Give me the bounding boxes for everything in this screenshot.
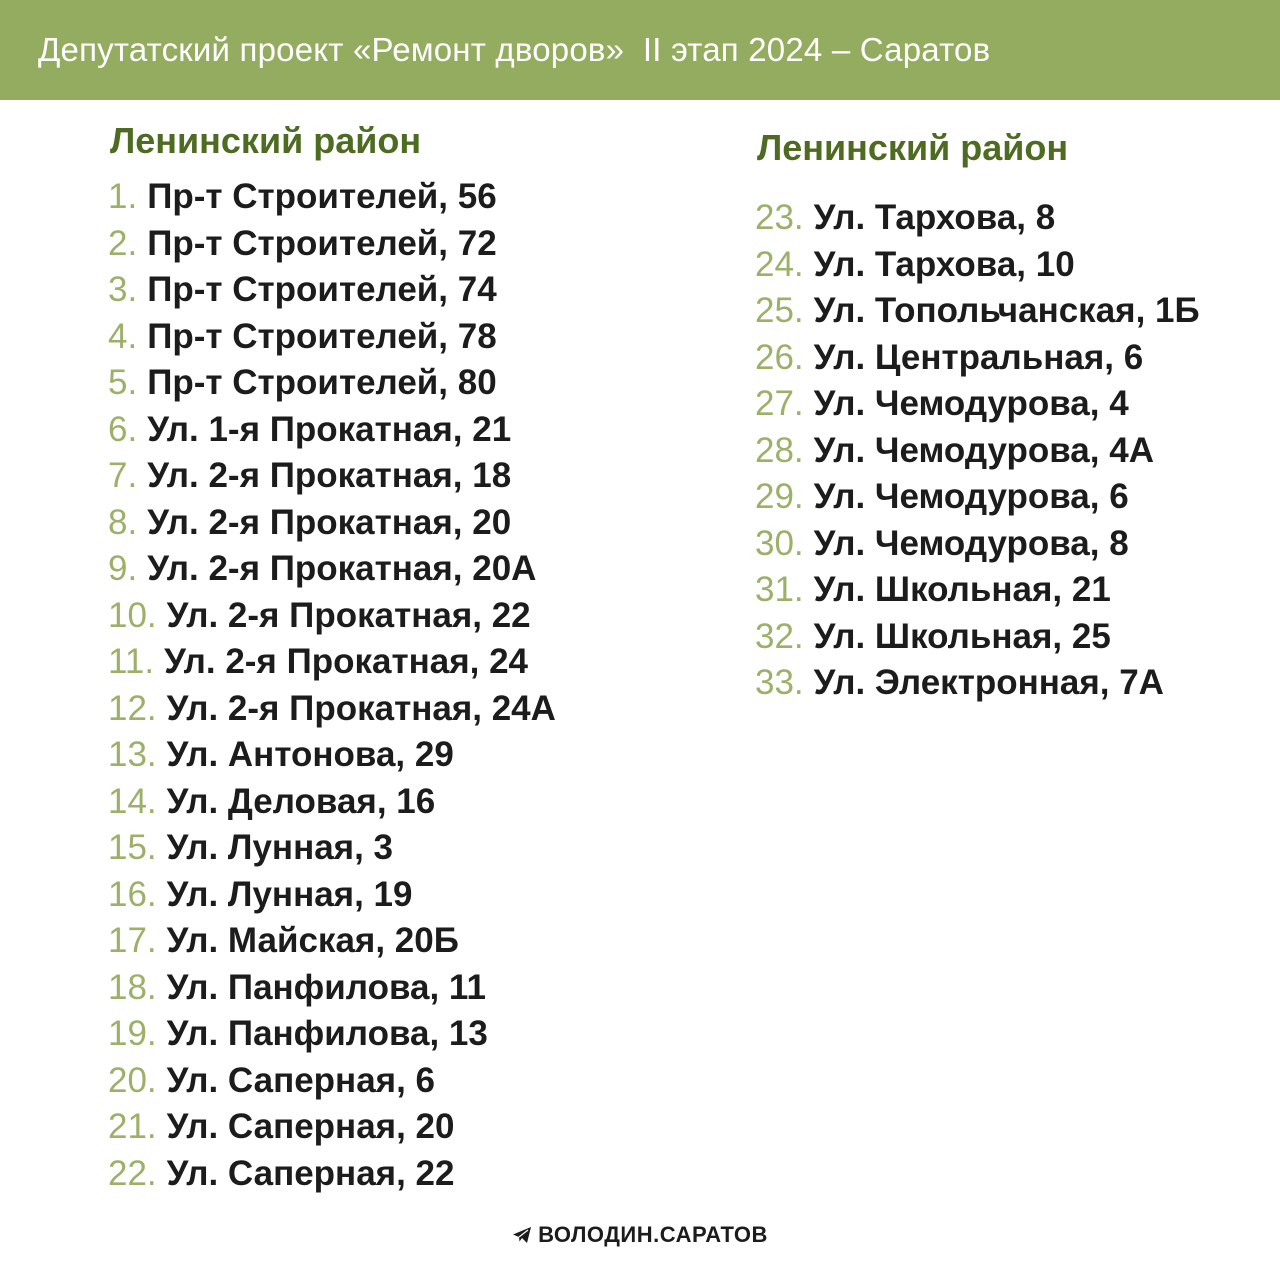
item-address: Ул. Чемодурова, 6: [813, 477, 1129, 516]
list-item: [108, 1104, 556, 1151]
item-number: 24.: [755, 244, 804, 284]
list-item: [108, 500, 556, 547]
list-item: [755, 195, 1200, 242]
item-number: 31.: [755, 570, 804, 609]
item-number: 17.: [108, 921, 157, 960]
address-list: [108, 174, 556, 1197]
item-number: 27.: [755, 384, 804, 423]
item-number: 14.: [108, 781, 157, 821]
item-number: 2.: [108, 223, 138, 263]
item-number: 4.: [108, 316, 138, 356]
header-banner: [0, 0, 1280, 100]
item-number: 32.: [755, 616, 804, 656]
list-item: [755, 474, 1200, 521]
item-number: 10.: [108, 595, 157, 635]
item-number: 12.: [108, 688, 157, 728]
item-address: Ул. 2-я Прокатная, 22: [166, 595, 531, 635]
item-address: Ул. Панфилова, 11: [166, 967, 486, 1007]
item-number: 3.: [108, 270, 138, 309]
item-address: Ул. Тархова, 10: [813, 244, 1075, 284]
item-address: Ул. Чемодурова, 8: [813, 523, 1129, 563]
item-address: Ул. 2-я Прокатная, 20А: [147, 549, 537, 588]
item-address: Ул. 2-я Прокатная, 18: [147, 456, 512, 495]
telegram-plane-icon: [512, 1226, 532, 1244]
right-column: [755, 125, 1200, 707]
left-column: [108, 118, 556, 1197]
item-number: 18.: [108, 967, 157, 1007]
footer: [0, 1222, 1280, 1248]
list-item: [108, 360, 556, 407]
item-address: Ул. Лунная, 19: [166, 874, 413, 914]
item-number: 9.: [108, 549, 138, 588]
item-number: 13.: [108, 735, 157, 774]
page-title: Депутатский проект «Ремонт дворов» II этап 2024 – Саратов: [38, 31, 991, 68]
list-item: [108, 593, 556, 640]
item-address: Ул. Чемодурова, 4А: [813, 430, 1154, 470]
item-number: 28.: [755, 430, 804, 470]
item-number: 29.: [755, 477, 804, 516]
item-address: Ул. Антонова, 29: [166, 735, 454, 774]
list-item: [108, 314, 556, 361]
item-number: 30.: [755, 523, 804, 563]
address-list: [755, 195, 1200, 707]
item-number: 8.: [108, 502, 138, 542]
item-address: Ул. 2-я Прокатная, 20: [147, 502, 512, 542]
item-number: 16.: [108, 874, 157, 914]
item-number: 26.: [755, 337, 804, 377]
list-item: [108, 732, 556, 779]
list-item: [108, 686, 556, 733]
list-item: [755, 660, 1200, 707]
item-address: Пр-т Строителей, 78: [147, 316, 497, 356]
list-item: [755, 614, 1200, 661]
list-item: [755, 242, 1200, 289]
item-address: Ул. Центральная, 6: [813, 337, 1144, 377]
item-number: 25.: [755, 291, 804, 330]
item-number: 1.: [108, 177, 138, 216]
item-address: Ул. 1-я Прокатная, 21: [147, 409, 512, 449]
list-item: [108, 1058, 556, 1105]
item-number: 19.: [108, 1014, 157, 1053]
item-number: 23.: [755, 198, 804, 237]
list-item: [755, 288, 1200, 335]
item-number: 6.: [108, 409, 138, 449]
item-address: Ул. 2-я Прокатная, 24А: [166, 688, 556, 728]
item-number: 7.: [108, 456, 138, 495]
item-number: 22.: [108, 1153, 157, 1193]
list-item: [108, 453, 556, 500]
list-item: [108, 407, 556, 454]
list-item: [108, 825, 556, 872]
item-number: 5.: [108, 363, 138, 402]
item-number: 21.: [108, 1107, 157, 1146]
item-address: Ул. Тархова, 8: [813, 198, 1056, 237]
item-address: Ул. Майская, 20Б: [166, 921, 459, 960]
item-number: 33.: [755, 663, 804, 702]
item-address: Ул. Чемодурова, 4: [813, 384, 1129, 423]
list-item: [108, 1151, 556, 1198]
item-number: 11.: [108, 642, 155, 681]
list-item: [108, 174, 556, 221]
item-address: Пр-т Строителей, 72: [147, 223, 497, 263]
item-address: Ул. Саперная, 22: [166, 1153, 455, 1193]
item-address: Ул. Саперная, 6: [166, 1060, 436, 1100]
item-address: Пр-т Строителей, 74: [147, 270, 497, 309]
list-item: [755, 428, 1200, 475]
list-item: [108, 221, 556, 268]
list-item: [755, 521, 1200, 568]
footer-brand: ВОЛОДИН.САРАТОВ: [538, 1222, 768, 1247]
list-item: [755, 381, 1200, 428]
list-item: [108, 779, 556, 826]
list-item: [108, 918, 556, 965]
item-address: Ул. Панфилова, 13: [166, 1014, 488, 1053]
item-address: Ул. Школьная, 25: [813, 616, 1111, 656]
item-address: Ул. Школьная, 21: [813, 570, 1111, 609]
list-item: [755, 567, 1200, 614]
list-item: [108, 639, 556, 686]
item-address: Ул. Деловая, 16: [166, 781, 436, 821]
list-item: [108, 546, 556, 593]
item-address: Пр-т Строителей, 56: [147, 177, 497, 216]
list-item: [108, 965, 556, 1012]
list-item: [755, 335, 1200, 382]
item-address: Ул. Саперная, 20: [166, 1107, 455, 1146]
list-item: [108, 267, 556, 314]
item-address: Пр-т Строителей, 80: [147, 363, 497, 402]
item-number: 15.: [108, 828, 157, 867]
list-item: [108, 872, 556, 919]
item-address: Ул. 2-я Прокатная, 24: [164, 642, 529, 681]
item-address: Ул. Лунная, 3: [166, 828, 394, 867]
item-address: Ул. Электронная, 7А: [813, 663, 1164, 702]
item-address: Ул. Топольчанская, 1Б: [813, 291, 1200, 330]
district-heading: Ленинский район: [110, 120, 422, 161]
list-item: [108, 1011, 556, 1058]
item-number: 20.: [108, 1060, 157, 1100]
district-heading: Ленинский район: [757, 127, 1069, 168]
